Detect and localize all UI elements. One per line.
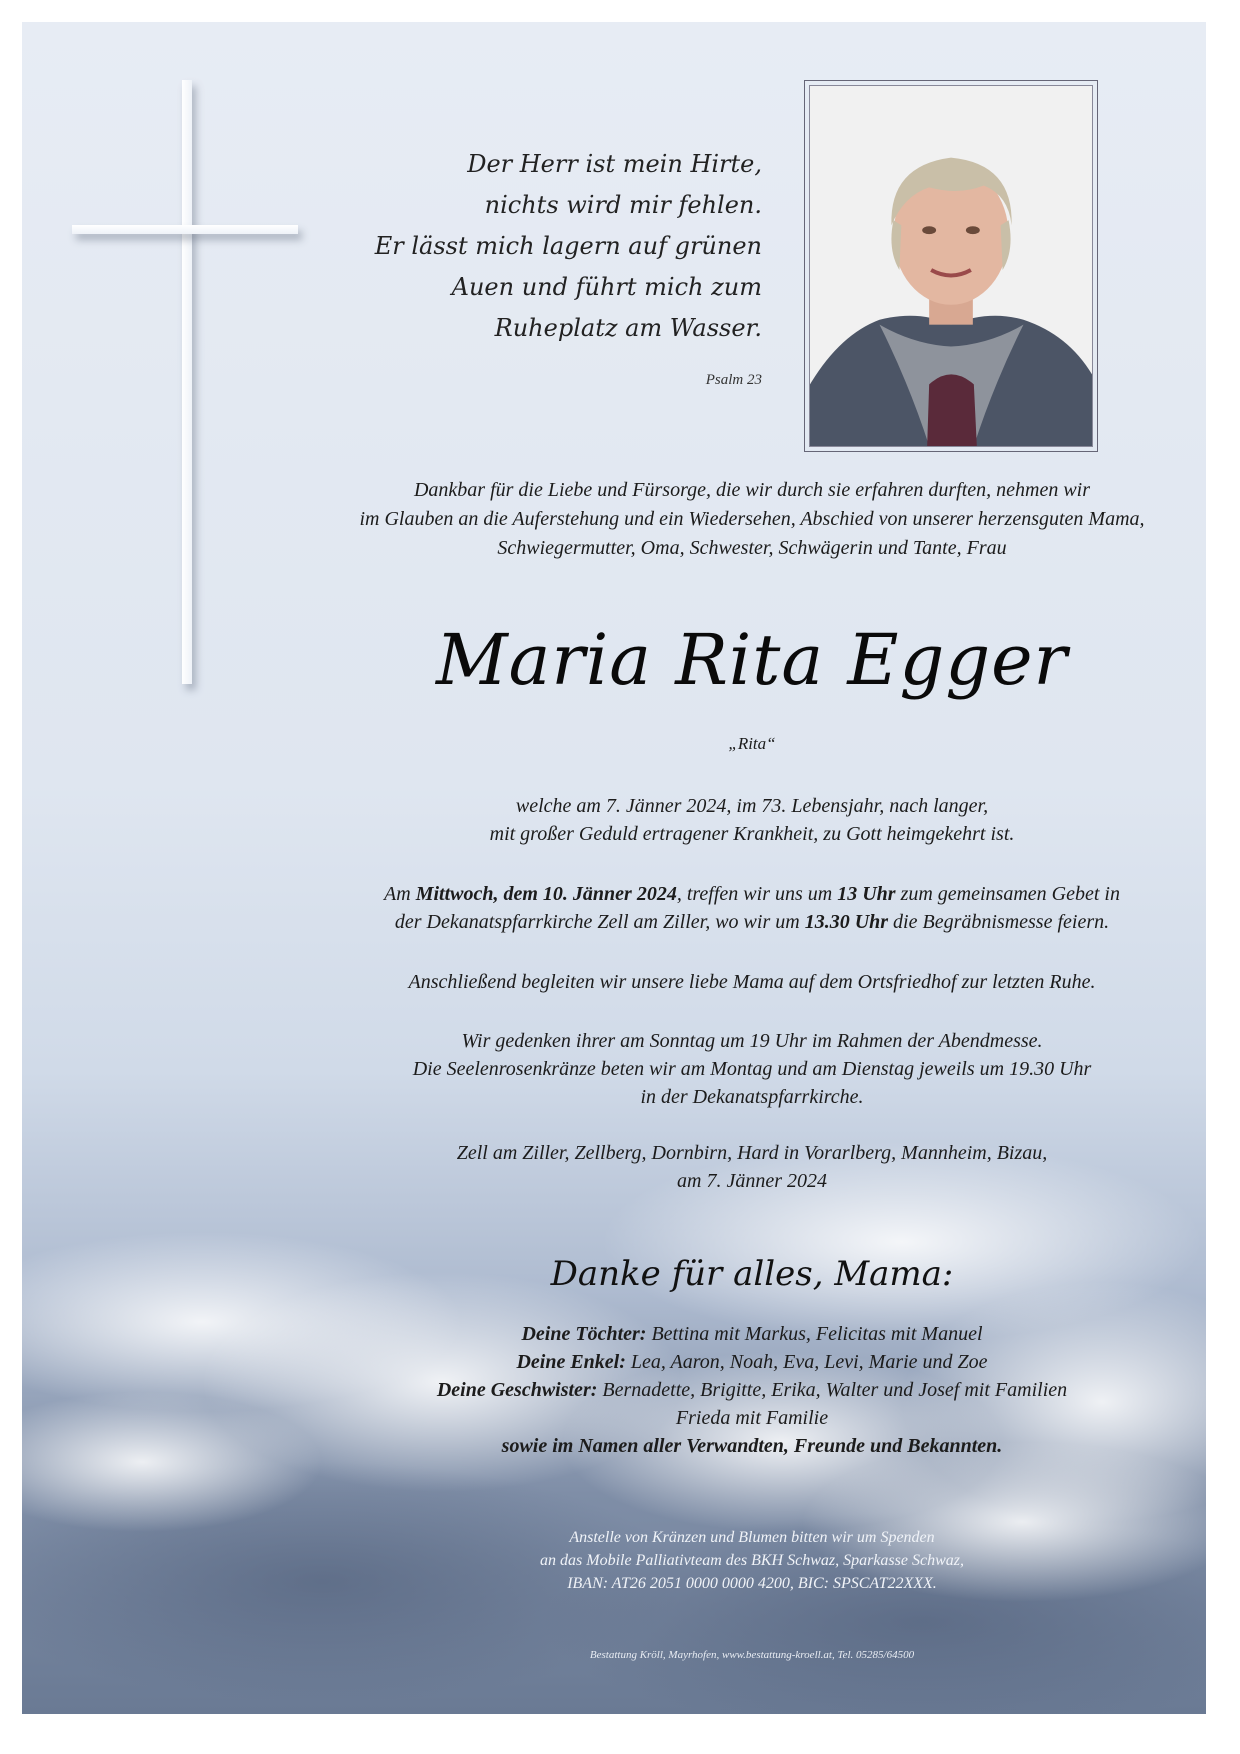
psalm-line: Ruheplatz am Wasser. xyxy=(494,314,762,342)
psalm-source: Psalm 23 xyxy=(705,372,762,388)
psalm-line: Der Herr ist mein Hirte, xyxy=(467,150,762,178)
intro-text xyxy=(282,476,1206,563)
cross-horizontal-beam xyxy=(72,225,298,234)
funeral-home-footer: Bestattung Kröll, Mayrhofen, www.bestattung-kroell.at, Tel. 05285/64500 xyxy=(589,1649,915,1661)
family-grandchildren xyxy=(282,1348,1206,1376)
place-and-date xyxy=(282,1139,1206,1195)
donation-line: an das Mobile Palliativteam des BKH Schwaz, Sparkasse Schwaz, xyxy=(540,1552,964,1569)
family-label: Deine Töchter: xyxy=(521,1323,647,1345)
death-line: welche am 7. Jänner 2024, im 73. Lebensjahr, nach langer, xyxy=(515,795,989,817)
funeral-text: , treffen wir uns um xyxy=(676,883,838,905)
family-list xyxy=(282,1320,1206,1460)
memorial-text xyxy=(282,1027,1206,1111)
family-label: Deine Enkel: xyxy=(516,1351,626,1373)
funeral-date: Mittwoch, dem 10. Jänner 2024 xyxy=(415,883,677,905)
family-closing xyxy=(282,1432,1206,1460)
funeral-line xyxy=(282,880,1206,908)
funeral-text: die Begräbnismesse feiern. xyxy=(888,911,1110,933)
prayer-time: 13 Uhr xyxy=(837,883,896,905)
death-notice xyxy=(282,792,1206,848)
funeral-text: zum gemeinsamen Gebet in xyxy=(895,883,1120,905)
donation-request xyxy=(282,1526,1206,1595)
death-line: mit großer Geduld ertragener Krankheit, zu Gott heimgekehrt ist. xyxy=(489,823,1015,845)
burial-text: Anschließend begleiten wir unsere liebe Mama auf dem Ortsfriedhof zur letzten Ruhe. xyxy=(408,971,1096,993)
psalm-quote xyxy=(322,144,762,349)
intro-line: Dankbar für die Liebe und Fürsorge, die wir durch sie erfahren durften, nehmen wir xyxy=(413,479,1091,501)
date-line: am 7. Jänner 2024 xyxy=(677,1170,827,1192)
cross-vertical-beam xyxy=(182,80,192,684)
family-daughters xyxy=(282,1320,1206,1348)
mass-time: 13.30 Uhr xyxy=(804,911,889,933)
funeral-details xyxy=(282,880,1206,936)
funeral-text: Am xyxy=(384,883,416,905)
place-line: Zell am Ziller, Zellberg, Dornbirn, Hard in Vorarlberg, Mannheim, Bizau, xyxy=(456,1142,1048,1164)
funeral-line xyxy=(282,908,1206,936)
psalm-line: Auen und führt mich zum xyxy=(451,273,762,301)
obituary-card xyxy=(22,22,1206,1714)
family-label: Deine Geschwister: xyxy=(436,1379,598,1401)
intro-line: Schwiegermutter, Oma, Schwester, Schwägerin und Tante, Frau xyxy=(497,537,1007,559)
donation-line: Anstelle von Kränzen und Blumen bitten wir um Spenden xyxy=(569,1529,935,1546)
family-siblings xyxy=(282,1376,1206,1404)
psalm-line: Er lässt mich lagern auf grünen xyxy=(374,232,762,260)
nickname: „Rita“ xyxy=(728,734,776,753)
intro-line: im Glauben an die Auferstehung und ein Wiedersehen, Abschied von unserer herzensguten Mama, xyxy=(359,508,1145,530)
family-names: Bernadette, Brigitte, Erika, Walter und Josef mit Familien xyxy=(597,1379,1068,1401)
family-siblings-cont: Frieda mit Familie xyxy=(675,1407,829,1429)
funeral-text: der Dekanatspfarrkirche Zell am Ziller, wo wir um xyxy=(394,911,805,933)
portrait-photo xyxy=(809,85,1093,447)
family-names: Lea, Aaron, Noah, Eva, Levi, Marie und Zoe xyxy=(625,1351,988,1373)
memorial-line: in der Dekanatspfarrkirche. xyxy=(640,1086,864,1108)
donation-line: IBAN: AT26 2051 0000 0000 4200, BIC: SPSCAT22XXX. xyxy=(567,1575,937,1592)
memorial-line: Die Seelenrosenkränze beten wir am Montag und am Dienstag jeweils um 19.30 Uhr xyxy=(412,1058,1092,1080)
portrait-frame xyxy=(804,80,1098,452)
deceased-name: Maria Rita Egger xyxy=(435,619,1069,701)
memorial-line: Wir gedenken ihrer am Sonntag um 19 Uhr im Rahmen der Abendmesse. xyxy=(461,1030,1043,1052)
thanks-heading: Danke für alles, Mama: xyxy=(550,1254,954,1294)
family-names: Bettina mit Markus, Felicitas mit Manuel xyxy=(646,1323,983,1345)
psalm-line: nichts wird mir fehlen. xyxy=(484,191,762,219)
family-closing-text: sowie im Namen aller Verwandten, Freunde und Bekannten. xyxy=(501,1435,1003,1457)
